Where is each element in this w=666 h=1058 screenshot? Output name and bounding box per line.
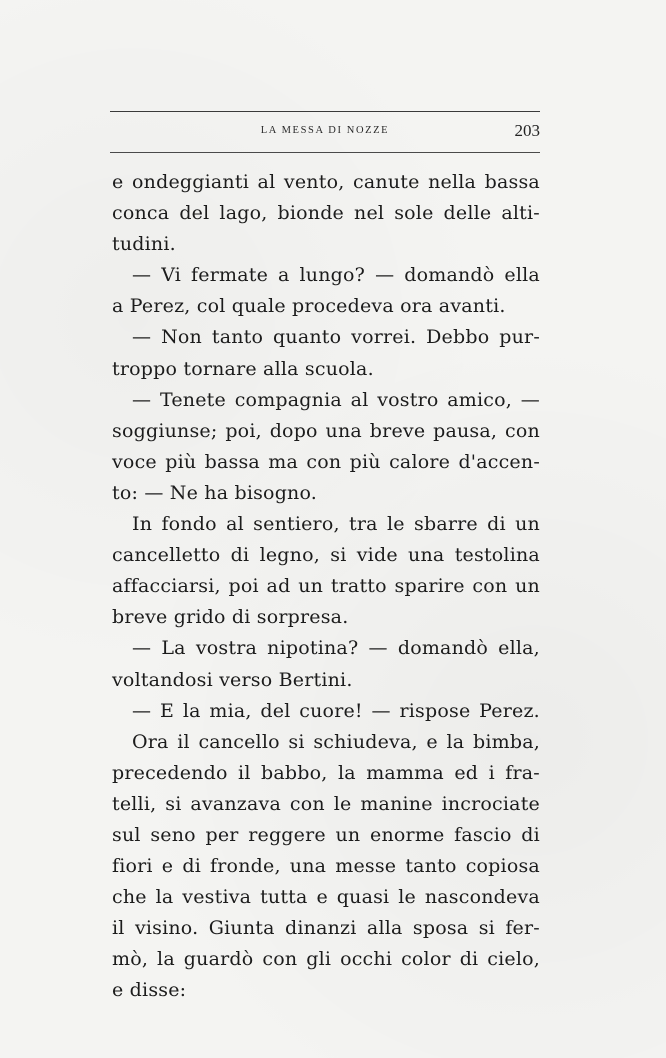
text-line: che la vestiva tutta e quasi le nascondeva [112, 886, 540, 909]
body-text [112, 167, 540, 1007]
text-line: affacciarsi, poi ad un tratto sparire con un [112, 575, 540, 598]
text-line: precedendo il babbo, la mamma ed i fra- [112, 761, 540, 784]
text-line: e ondeggianti al vento, canute nella bassa [112, 171, 540, 193]
text-line: Ora il cancello si schiudeva, e la bimba, [132, 730, 540, 753]
page-number: 203 [514, 121, 540, 140]
text-line: cancelletto di legno, si vide una testolina [112, 544, 540, 567]
text-line: In fondo al sentiero, tra le sbarre di un [132, 513, 540, 536]
text-line: fiori e di fronde, una messe tanto copiosa [112, 855, 540, 878]
header-bottom-rule [110, 152, 540, 153]
text-line: voltandosi verso Bertini. [112, 668, 353, 691]
text-line: — Non tanto quanto vorrei. Debbo pur- [132, 326, 540, 349]
running-title: LA MESSA DI NOZZE [260, 125, 390, 136]
text-line: conca del lago, bionde nel sole delle alti- [112, 202, 540, 225]
text-line: voce più bassa ma con più calore d'accen- [112, 450, 540, 473]
text-line: tudini. [112, 233, 176, 256]
text-line: soggiunse; poi, dopo una breve pausa, con [112, 419, 540, 442]
text-line: mò, la guardò con gli occhi color di cielo, [112, 948, 540, 971]
text-line: — Vi fermate a lungo? — domandò ella [132, 264, 540, 287]
text-line: — E la mia, del cuore! — rispose Perez. [132, 699, 540, 722]
text-line: il visino. Giunta dinanzi alla sposa si fer- [112, 917, 540, 940]
running-head [110, 119, 540, 143]
text-line: troppo tornare alla scuola. [112, 357, 374, 380]
text-line: sul seno per reggere un enorme fascio di [112, 823, 540, 846]
text-line: to: — Ne ha bisogno. [112, 481, 318, 504]
text-line: breve grido di sorpresa. [112, 606, 349, 629]
text-line: a Perez, col quale procedeva ora avanti. [112, 295, 506, 318]
text-line: — La vostra nipotina? — domandò ella, [132, 637, 540, 660]
header-top-rule [110, 111, 540, 112]
text-line: — Tenete compagnia al vostro amico, — [132, 388, 540, 411]
text-line: telli, si avanzava con le manine incrociate [112, 792, 540, 815]
text-line: e disse: [112, 979, 187, 1002]
